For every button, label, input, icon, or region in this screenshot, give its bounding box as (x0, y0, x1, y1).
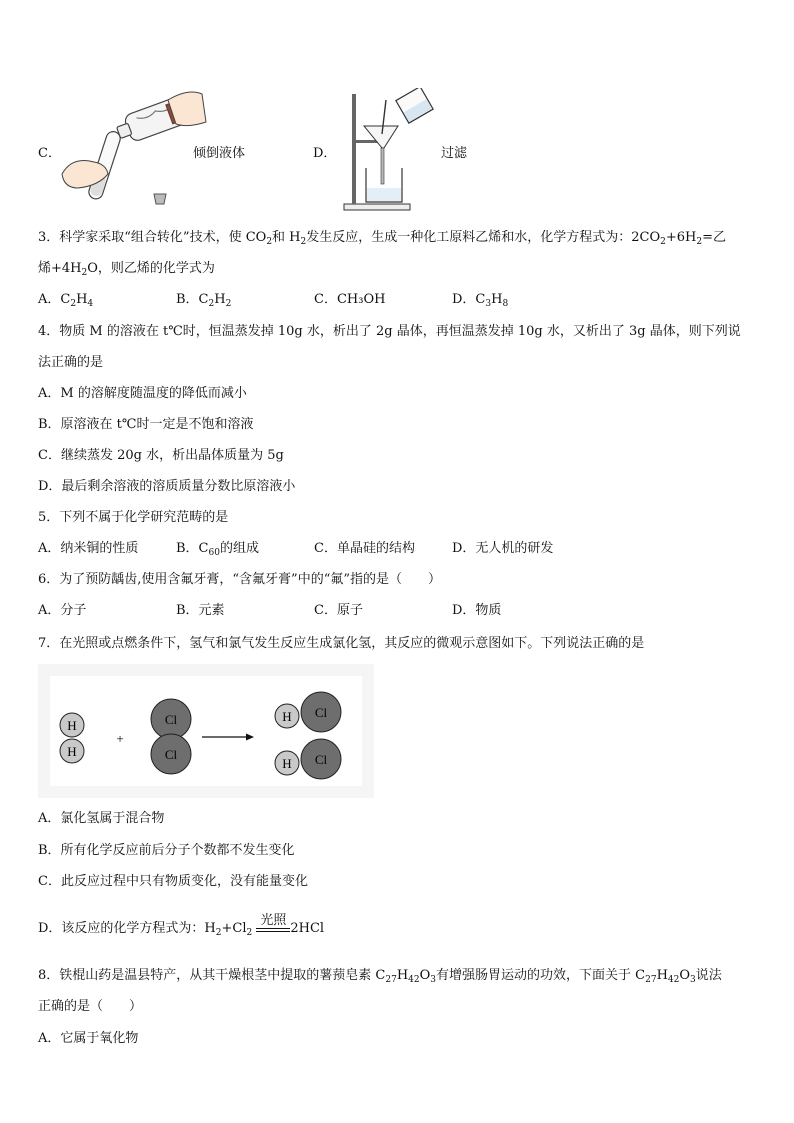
q7-option-b: B．所有化学反应前后分子个数都不发生变化 (38, 843, 295, 858)
q7-option-c: C．此反应过程中只有物质变化，没有能量变化 (38, 874, 308, 889)
svg-text:H: H (67, 718, 77, 733)
reaction-diagram (38, 664, 374, 798)
q3-option-d: D．$C_3H_8$ (452, 292, 509, 309)
q3-option-c: C．CH₃OH (314, 292, 386, 307)
svg-text:H: H (282, 756, 292, 771)
q6-option-a: A．分子 (38, 603, 87, 618)
filtration-apparatus-illustration (336, 88, 436, 214)
q5-stem: 5．下列不属于化学研究范畴的是 (38, 510, 229, 525)
pouring-liquid-illustration (58, 80, 208, 210)
q2-option-d-letter: D． (313, 146, 337, 161)
svg-text:H: H (282, 709, 292, 724)
q7-option-d: D．该反应的化学方程式为：$H_2+Cl_2$ 光照 2HCl (38, 913, 325, 938)
q4-option-d: D．最后剩余溶液的溶质质量分数比原溶液小 (38, 479, 296, 494)
q4-option-a: A．M 的溶解度随温度的降低而减小 (38, 386, 247, 401)
plus-sign: + (116, 731, 124, 746)
q4-stem-line2: 法正确的是 (38, 355, 104, 370)
q8-stem-line2: 正确的是（ ） (38, 999, 143, 1014)
q4-option-b: B．原溶液在 t℃时一定是不饱和溶液 (38, 417, 254, 432)
q2-option-c-letter: C． (38, 146, 61, 161)
q7-option-a: A．氯化氢属于混合物 (38, 811, 165, 826)
q5-option-c: C．单晶硅的结构 (314, 541, 415, 556)
q2-option-d-caption: 过滤 (441, 146, 468, 161)
q3-option-a: A．$C_2H_4$ (38, 292, 94, 309)
q5-option-d: D．无人机的研发 (452, 541, 554, 556)
q3-stem-line2: 烯$+4H_2O$，则乙烯的化学式为 (38, 261, 215, 278)
svg-text:Cl: Cl (314, 705, 328, 720)
svg-text:Cl: Cl (314, 752, 328, 767)
q4-option-c: C．继续蒸发 20g 水，析出晶体质量为 5g (38, 448, 284, 463)
q3-stem-line1: 3．科学家采取“组合转化”技术，使 $CO_2$和 $H_2$发生反应，生成一种化工原料乙烯和水，化学方程式为：$2CO_2+6H_2=$乙 (38, 230, 727, 247)
svg-text:H: H (67, 744, 77, 759)
q7-stem: 7．在光照或点燃条件下，氢气和氯气发生反应生成氯化氢，其反应的微观示意图如下。下列说法正确的是 (38, 636, 645, 651)
q3-option-b: B．$C_2H_2$ (176, 292, 232, 309)
q5-option-a: A．纳米铜的性质 (38, 541, 139, 556)
q2-option-c-caption: 倾倒液体 (193, 146, 246, 161)
svg-text:Cl: Cl (164, 747, 178, 762)
q4-stem-line1: 4．物质 M 的溶液在 t℃时，恒温蒸发掉 10g 水，析出了 2g 晶体，再恒温蒸发掉 10g 水，又析出了 3g 晶体，则下列说 (38, 324, 741, 339)
q6-option-d: D．物质 (452, 603, 502, 618)
q6-option-b: B．元素 (176, 603, 225, 618)
q8-option-a: A．它属于氧化物 (38, 1031, 139, 1046)
q5-option-b: B．$C_{60}$的组成 (176, 541, 259, 558)
svg-text:Cl: Cl (164, 712, 178, 727)
q6-option-c: C．原子 (314, 603, 363, 618)
q6-stem: 6．为了预防龋齿,使用含氟牙膏，“含氟牙膏”中的“氟”指的是（ ） (38, 572, 441, 587)
q8-stem-line1: 8．铁棍山药是温县特产，从其干燥根茎中提取的薯蓣皂素 $C_{27}H_{42}O_3$有增强肠胃运动的功效，下面关于 $C_{27}H_{42}O_3$说法 (38, 968, 722, 985)
